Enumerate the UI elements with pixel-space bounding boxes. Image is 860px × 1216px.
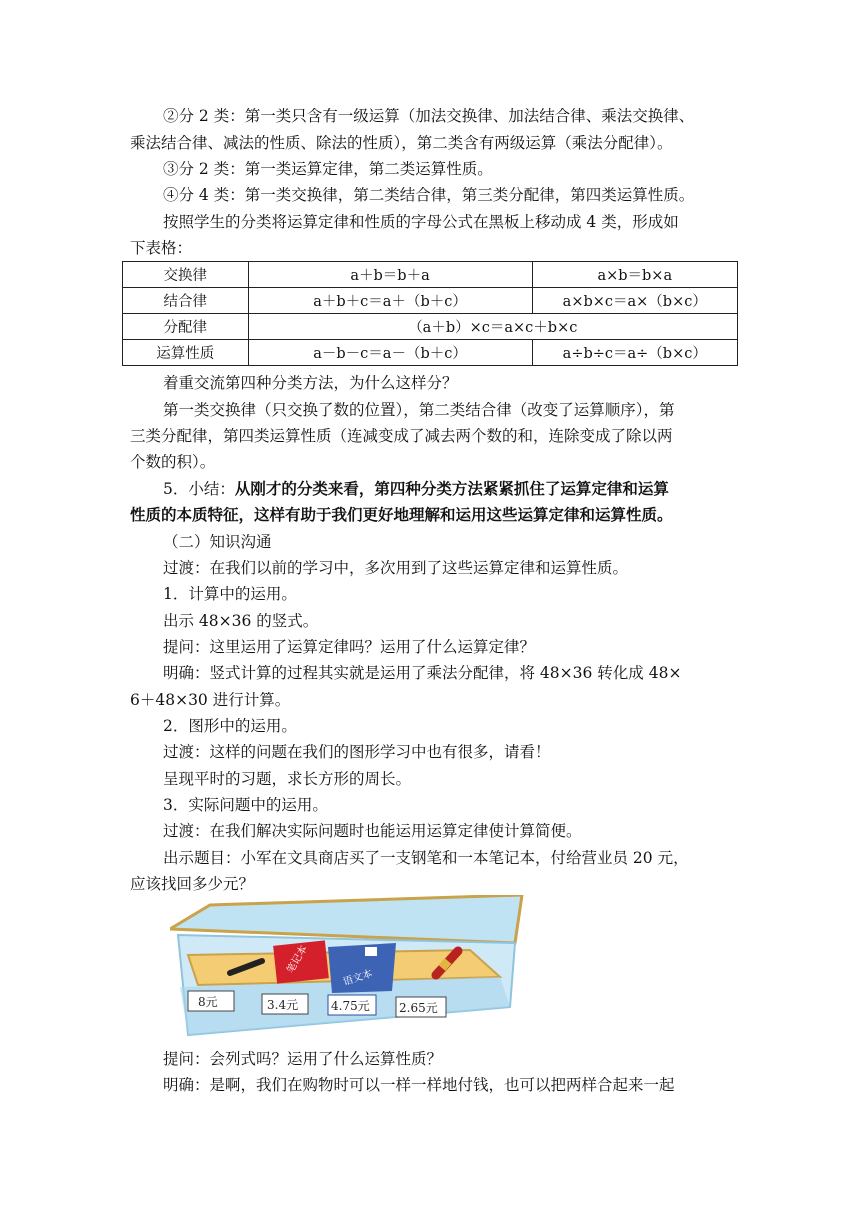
notebook-label: 笔记本 — [285, 943, 310, 976]
table-cell: a×b×c＝a×（b×c） — [532, 288, 737, 314]
paragraph: 乘法结合律、减法的性质、除法的性质），第二类含有两级运算（乘法分配律）。 — [130, 134, 673, 152]
paragraph: 第一类交换律（只交换了数的位置），第二类结合律（改变了运算顺序），第 — [163, 401, 675, 419]
table-cell: a＋b＋c＝a＋（b＋c） — [248, 288, 532, 314]
price-tag: 4.75元 — [331, 999, 370, 1013]
table-cell: 分配律 — [123, 314, 249, 340]
section-heading: （二）知识沟通 — [163, 533, 272, 551]
paragraph: 呈现平时的习题，求长方形的周长。 — [163, 770, 412, 788]
book-label: 语文本 — [341, 968, 374, 989]
paragraph: 按照学生的分类将运算定律和性质的字母公式在黑板上移动成 4 类，形成如 — [163, 213, 679, 231]
paragraph: 明确：是啊，我们在购物时可以一样一样地付钱，也可以把两样合起来一起 — [163, 1076, 675, 1094]
price-tag: 3.4元 — [267, 998, 299, 1012]
paragraph: 2．图形中的运用。 — [163, 717, 297, 735]
table-cell: a－b－c＝a－（b＋c） — [248, 340, 532, 366]
table-cell: 交换律 — [123, 262, 249, 288]
paragraph: 三类分配律，第四类运算性质（连减变成了减去两个数的和，连除变成了除以两 — [130, 427, 673, 445]
paragraph: 着重交流第四种分类方法，为什么这样分？ — [163, 374, 458, 392]
table-cell: a×b＝b×a — [532, 262, 737, 288]
price-tag: 2.65元 — [399, 1001, 438, 1015]
paragraph: 3．实际问题中的运用。 — [163, 796, 328, 814]
table-row — [123, 288, 738, 314]
paragraph: 过渡：这样的问题在我们的图形学习中也有很多，请看！ — [163, 743, 551, 761]
stationery-display-case-illustration — [170, 895, 530, 1040]
paragraph: 应该找回多少元？ — [130, 875, 255, 893]
paragraph: 提问：这里运用了运算定律吗？运用了什么运算定律？ — [163, 638, 536, 656]
paragraph: 过渡：在我们解决实际问题时也能运用运算定律使计算简便。 — [163, 822, 582, 840]
table-cell: a÷b÷c＝a÷（b×c） — [532, 340, 737, 366]
table-row — [123, 314, 738, 340]
table-cell: a＋b＝b＋a — [248, 262, 532, 288]
laws-table — [122, 261, 738, 366]
paragraph: 提问：会列式吗？运用了什么运算性质？ — [163, 1050, 443, 1068]
paragraph: 1．计算中的运用。 — [163, 585, 297, 603]
table-cell: 结合律 — [123, 288, 249, 314]
table-cell: （a＋b）×c＝a×c＋b×c — [248, 314, 737, 340]
paragraph: 个数的积）。 — [130, 453, 216, 471]
paragraph: 过渡：在我们以前的学习中，多次用到了这些运算定律和运算性质。 — [163, 559, 629, 577]
paragraph: 明确：竖式计算的过程其实就是运用了乘法分配律，将 48×36 转化成 48× — [163, 664, 682, 682]
summary-label: 5．小结： — [163, 480, 235, 498]
paragraph: 出示 48×36 的竖式。 — [163, 612, 319, 630]
paragraph: 下表格： — [130, 239, 193, 257]
table-row — [123, 262, 738, 288]
price-tag: 8元 — [198, 995, 218, 1009]
paragraph: 6＋48×30 进行计算。 — [130, 691, 291, 709]
summary-text: 从刚才的分类来看，第四种分类方法紧紧抓住了运算定律和运算 — [234, 479, 669, 498]
paragraph: ②分 2 类：第一类只含有一级运算（加法交换律、加法结合律、乘法交换律、 — [163, 107, 695, 125]
summary-paragraph — [130, 476, 740, 502]
table-row — [123, 340, 738, 366]
table-cell: 运算性质 — [123, 340, 249, 366]
paragraph: 出示题目：小军在文具商店买了一支钢笔和一本笔记本，付给营业员 20 元， — [163, 849, 689, 867]
paragraph: ③分 2 类：第一类运算定律，第二类运算性质。 — [163, 160, 493, 178]
summary-text: 性质的本质特征，这样有助于我们更好地理解和运用这些运算定律和运算性质。 — [130, 505, 673, 524]
paragraph: ④分 4 类：第一类交换律，第二类结合律，第三类分配律，第四类运算性质。 — [163, 186, 695, 204]
